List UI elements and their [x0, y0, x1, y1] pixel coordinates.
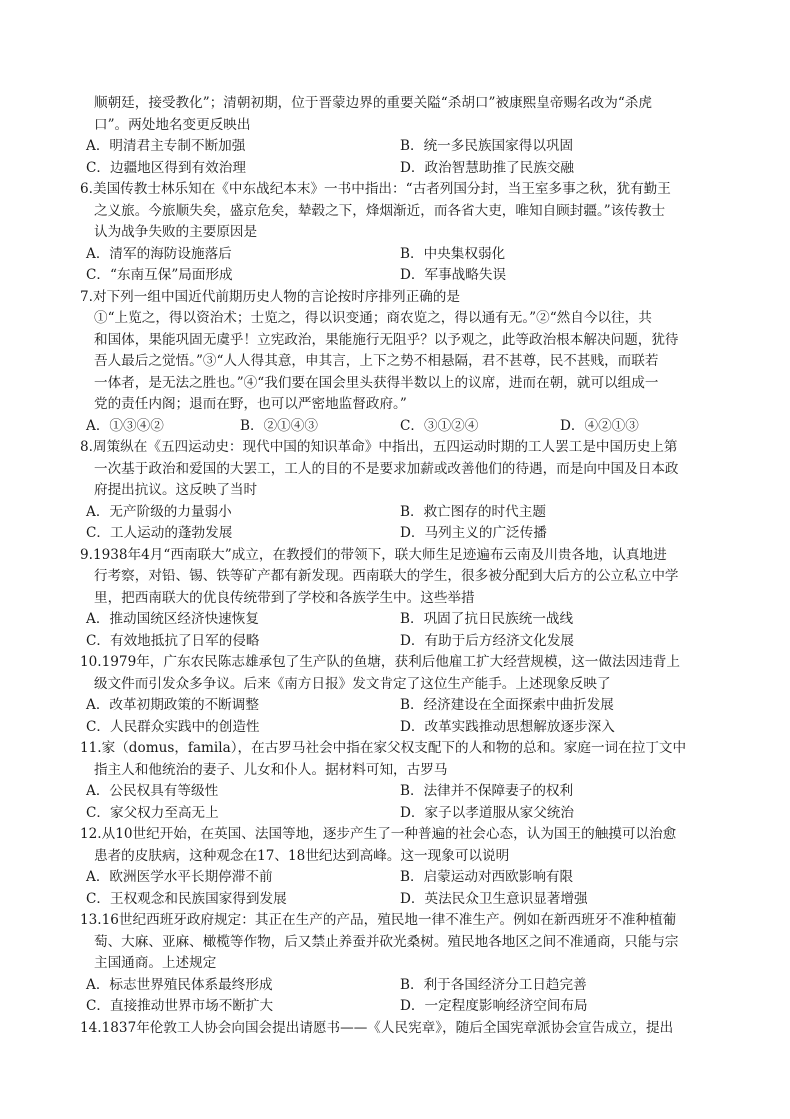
question-stem-line: 顺朝廷，接受教化”；清朝初期，位于晋蒙边界的重要关隘“杀胡口”被康熙皇帝赐名改为“杀虎	[94, 95, 652, 111]
question-stem-continuation: 吾人最后之觉悟。”③“人人得其意，申其言，上下之势不相悬隔，君不甚尊，民不甚贱，而联若	[94, 353, 659, 369]
answer-option[interactable]: B．中央集权弱化	[400, 245, 506, 262]
question-q7	[80, 287, 720, 438]
answer-option[interactable]: C．王权观念和民族国家得到发展	[86, 890, 287, 907]
options-row	[80, 975, 720, 997]
answer-option[interactable]: C．人民群众实践中的创造性	[86, 718, 260, 735]
answer-option[interactable]: B．启蒙运动对西欧影响有限	[400, 869, 574, 885]
question-q13	[80, 910, 720, 1018]
options-row	[80, 889, 720, 911]
answer-option[interactable]: B．经济建设在全面探索中曲折发展	[400, 697, 614, 713]
answer-option[interactable]: A．推动国统区经济快速恢复	[86, 611, 259, 627]
question-q8	[80, 437, 720, 545]
question-stem-continuation: 认为战争失败的主要原因是	[94, 224, 258, 240]
answer-option[interactable]: D．④②①③	[560, 417, 639, 434]
question-stem-line: 10.1979年，广东农民陈志雄承包了生产队的鱼塘，获利后他雇工扩大经营规模，这一做法因违背上	[80, 654, 680, 670]
options-row	[80, 781, 720, 803]
options-row	[80, 996, 720, 1018]
answer-option[interactable]: B．救亡图存的时代主题	[400, 503, 546, 520]
answer-option[interactable]: A．无产阶级的力量弱小	[86, 503, 232, 520]
answer-option[interactable]: C．“东南互保”局面形成	[86, 267, 233, 283]
question-stem-continuation: 一次基于政治和爱国的大罢工，工人的目的不是要求加薪或改善他们的待遇，而是向中国及日本政	[94, 460, 679, 477]
question-q11	[80, 738, 720, 824]
answer-option[interactable]: C．边疆地区得到有效治理	[86, 159, 246, 176]
options-row	[80, 136, 720, 158]
question-list	[80, 93, 720, 1039]
question-stem-continuation: 主国通商。上述规定	[94, 955, 217, 971]
answer-option[interactable]: D．马列主义的广泛传播	[400, 525, 547, 541]
answer-option[interactable]: A．①③④②	[86, 417, 164, 434]
question-q14	[80, 1018, 720, 1040]
question-stem-continuation: 里，把西南联大的优良传统带到了学校和各族学生中。这些举措	[94, 589, 475, 606]
question-q12	[80, 824, 720, 910]
question-stem-line: 12.从10世纪开始，在英国、法国等地，逐步产生了一种普遍的社会心态，认为国王的触摸可以治愈	[80, 826, 677, 842]
answer-option[interactable]: A．标志世界殖民体系最终形成	[86, 976, 273, 993]
question-stem-line: 7.对下列一组中国近代前期历史人物的言论按时序排列正确的是	[80, 288, 460, 305]
options-row	[80, 158, 720, 180]
question-stem-continuation: 口”。两处地名变更反映出	[94, 116, 251, 133]
question-stem-continuation: 行考察，对铅、锡、铁等矿产都有新发现。西南联大的学生，很多被分配到大后方的公立私立中学	[94, 568, 679, 584]
question-stem-continuation: 指主人和他统治的妻子、儿女和仆人。据材料可知，古罗马	[94, 761, 448, 778]
answer-option[interactable]: A．改革初期政策的不断调整	[86, 697, 259, 713]
answer-option[interactable]: A．欧洲医学水平长期停滞不前	[86, 869, 273, 885]
answer-option[interactable]: C．有效地抵抗了日军的侵略	[86, 632, 260, 649]
question-stem-continuation: 级文件而引发众多争议。后来《南方日报》发文肯定了这位生产能手。上述现象反映了	[94, 675, 611, 692]
answer-option[interactable]: D．改革实践推动思想解放逐步深入	[400, 718, 615, 735]
question-stem-continuation: 患者的皮肤病，这种观念在17、18世纪达到高峰。这一现象可以说明	[94, 847, 510, 864]
answer-option[interactable]: A．明清君主专制不断加强	[86, 138, 246, 154]
options-row	[80, 523, 720, 545]
answer-option[interactable]: C．工人运动的蓬勃发展	[86, 525, 233, 541]
question-stem-line: 9.1938年4月“西南联大”成立，在教授们的带领下，联大师生足迹遍布云南及川贵各地，认真地进	[80, 546, 667, 563]
question-stem-line: 11.家（domus，famila），在古罗马社会中指在家父权支配下的人和物的总和。家庭一词在拉丁文中	[80, 740, 687, 756]
options-row	[80, 695, 720, 717]
answer-option[interactable]: D．政治智慧助推了民族交融	[400, 159, 575, 176]
options-row	[80, 502, 720, 524]
question-stem-continuation: 府提出抗议。这反映了当时	[94, 482, 258, 498]
options-row	[80, 717, 720, 739]
question-stem-line: 8.周策纵在《五四运动史：现代中国的知识革命》中指出，五四运动时期的工人罢工是中国历史上第	[80, 439, 678, 455]
options-row	[80, 265, 720, 287]
answer-option[interactable]: B．利于各国经济分工日趋完善	[400, 976, 587, 993]
answer-option[interactable]: C．直接推动世界市场不断扩大	[86, 998, 274, 1014]
answer-option[interactable]: B．巩固了抗日民族统一战线	[400, 611, 574, 627]
question-stem-line: 13.16世纪西班牙政府规定：其正在生产的产品，殖民地一律不准生产。例如在新西班牙不准种植葡	[80, 912, 677, 928]
answer-option[interactable]: A．清军的海防设施落后	[86, 245, 232, 262]
question-stem-line: 14.1837年伦敦工人协会向国会提出请愿书——《人民宪章》，随后全国宪章派协会宣告成立，提出	[80, 1019, 674, 1036]
answer-option[interactable]: B．统一多民族国家得以巩固	[400, 138, 574, 154]
options-row	[80, 609, 720, 631]
question-q9	[80, 545, 720, 653]
answer-option[interactable]: D．有助于后方经济文化发展	[400, 632, 575, 649]
answer-option[interactable]: B．法律并不保障妻子的权利	[400, 783, 574, 799]
answer-option[interactable]: C．家父权力至高无上	[86, 804, 219, 821]
question-q5-cont	[80, 93, 720, 179]
question-stem-continuation: 和国体，果能巩固无虞乎！立宪政治，果能施行无阻乎？以予观之，此等政治根本解决问题，犹待	[94, 331, 679, 348]
question-stem-continuation: 萄、大麻、亚麻、橄榄等作物，后又禁止养蚕并砍光桑树。殖民地各地区之间不准通商，只能与宗	[94, 933, 679, 950]
answer-option[interactable]: A．公民权具有等级性	[86, 783, 219, 799]
question-stem-line: 6.美国传教士林乐知在《中东战纪本末》一书中指出：“古者列国分封，当王室多事之秋，犹有勤王	[80, 181, 671, 197]
options-row	[80, 867, 720, 889]
answer-option[interactable]: B．②①④③	[240, 417, 318, 434]
options-row	[80, 416, 720, 438]
question-stem-continuation: ①“上览之，得以资治术；士览之，得以识变通；商农览之，得以通有无。”②“然自今以往，共	[94, 310, 652, 326]
options-row	[80, 631, 720, 653]
question-stem-continuation: 之义旅。今旅顺失矣，盛京危矣，辇毂之下，烽烟渐近，而各省大吏，唯知自顾封疆。”该传教士	[94, 202, 666, 219]
answer-option[interactable]: D．一定程度影响经济空间布局	[400, 998, 588, 1014]
question-q10	[80, 652, 720, 738]
answer-option[interactable]: D．英法民众卫生意识显著增强	[400, 890, 588, 907]
question-stem-continuation: 党的责任内阁；退而在野，也可以严密地监督政府。”	[94, 396, 407, 412]
options-row	[80, 803, 720, 825]
answer-option[interactable]: C．③①②④	[400, 417, 479, 434]
answer-option[interactable]: D．家子以孝道服从家父统治	[400, 804, 575, 821]
question-stem-continuation: 一体者，是无法之胜也。”④“我们要在国会里头获得半数以上的议席，进而在朝，就可以组成一	[94, 374, 659, 391]
question-q6	[80, 179, 720, 287]
answer-option[interactable]: D．军事战略失误	[400, 267, 507, 283]
options-row	[80, 244, 720, 266]
